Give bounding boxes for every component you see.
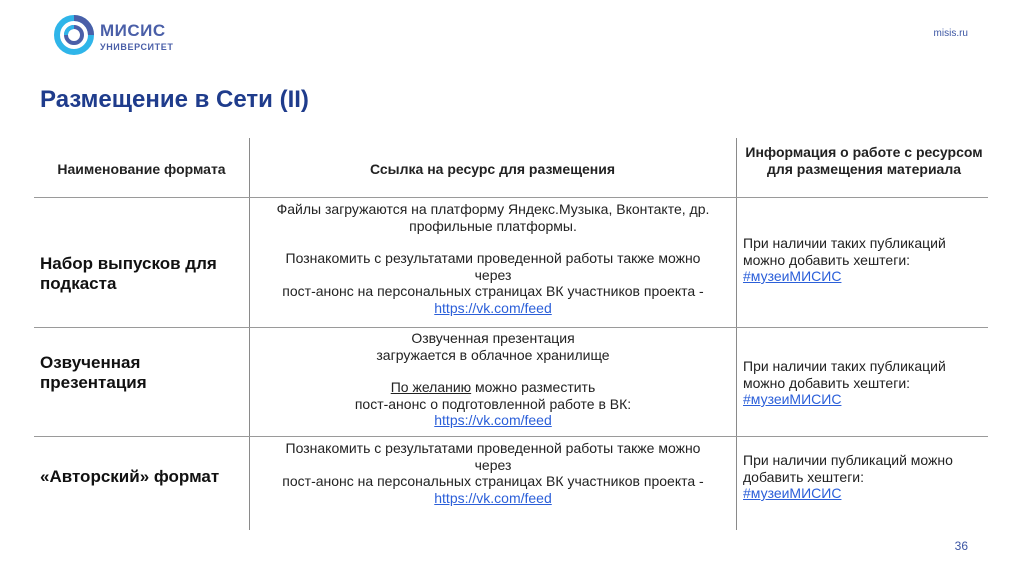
- row-2-vk-link[interactable]: https://vk.com/feed: [434, 412, 552, 428]
- row-1-link: [256, 201, 730, 316]
- row-2-hashtag[interactable]: #музеиМИСИС: [743, 391, 842, 407]
- row-3-link: [256, 440, 730, 506]
- row-2-link-text-2: загружается в облачное хранилище: [376, 346, 610, 363]
- misis-logo: [54, 14, 184, 58]
- row-3-link-text-1: Познакомить с результатами проведенной работы также можно через: [285, 440, 701, 473]
- row-3-info-text: При наличии публикаций можно добавить хештеги:: [743, 452, 953, 485]
- logo-name: МИСИС: [100, 21, 166, 40]
- row-1-vk-link[interactable]: https://vk.com/feed: [434, 299, 552, 316]
- row-2-info-text: При наличии таких публикаций можно добавить хештеги:: [743, 358, 946, 391]
- row-1-link-text-2: Познакомить с результатами проведенной работы также можно через: [285, 250, 701, 283]
- row-3-info: [743, 452, 983, 502]
- row-2-format: Озвученная презентация: [40, 353, 147, 392]
- row-divider: [34, 197, 988, 198]
- row-1-format: Набор выпусков для подкаста: [40, 254, 217, 293]
- page-number: 36: [954, 539, 968, 553]
- header-format: Наименование формата: [57, 161, 226, 177]
- misis-logo-icon: [54, 14, 94, 56]
- row-2-info: [743, 358, 983, 408]
- row-3-link-text-2: пост-анонс на персональных страницах ВК участников проекта -: [282, 473, 704, 489]
- row-3-vk-link[interactable]: https://vk.com/feed: [434, 489, 552, 506]
- row-2-optional-label: По желанию: [390, 379, 472, 395]
- logo-subtitle: УНИВЕРСИТЕТ: [100, 42, 174, 52]
- row-2-link-text-3: можно разместить: [471, 379, 596, 395]
- header-info: Информация о работе с ресурсом для размещения материала: [745, 144, 983, 177]
- row-2-link-text-1: Озвученная презентация: [411, 330, 575, 346]
- row-1-info: [743, 235, 983, 285]
- row-3-hashtag[interactable]: #музеиМИСИС: [743, 485, 842, 501]
- row-1-link-text-3: пост-анонс на персональных страницах ВК участников проекта -: [282, 283, 704, 299]
- header-link: Ссылка на ресурс для размещения: [369, 161, 616, 177]
- row-1-info-text: При наличии таких публикаций можно добавить хештеги:: [743, 235, 946, 268]
- row-2-link: [256, 330, 730, 429]
- site-url[interactable]: misis.ru: [933, 28, 968, 39]
- row-1-link-text-1: Файлы загружаются на платформу Яндекс.Музыка, Вконтакте, др. профильные платформы.: [276, 201, 710, 234]
- row-divider: [34, 327, 988, 328]
- row-divider: [34, 436, 988, 437]
- page-title: Размещение в Сети (II): [40, 86, 309, 113]
- row-1-hashtag[interactable]: #музеиМИСИС: [743, 268, 842, 284]
- row-2-link-text-4: пост-анонс о подготовленной работе в ВК:: [354, 395, 632, 412]
- row-3-format: «Авторский» формат: [40, 467, 220, 486]
